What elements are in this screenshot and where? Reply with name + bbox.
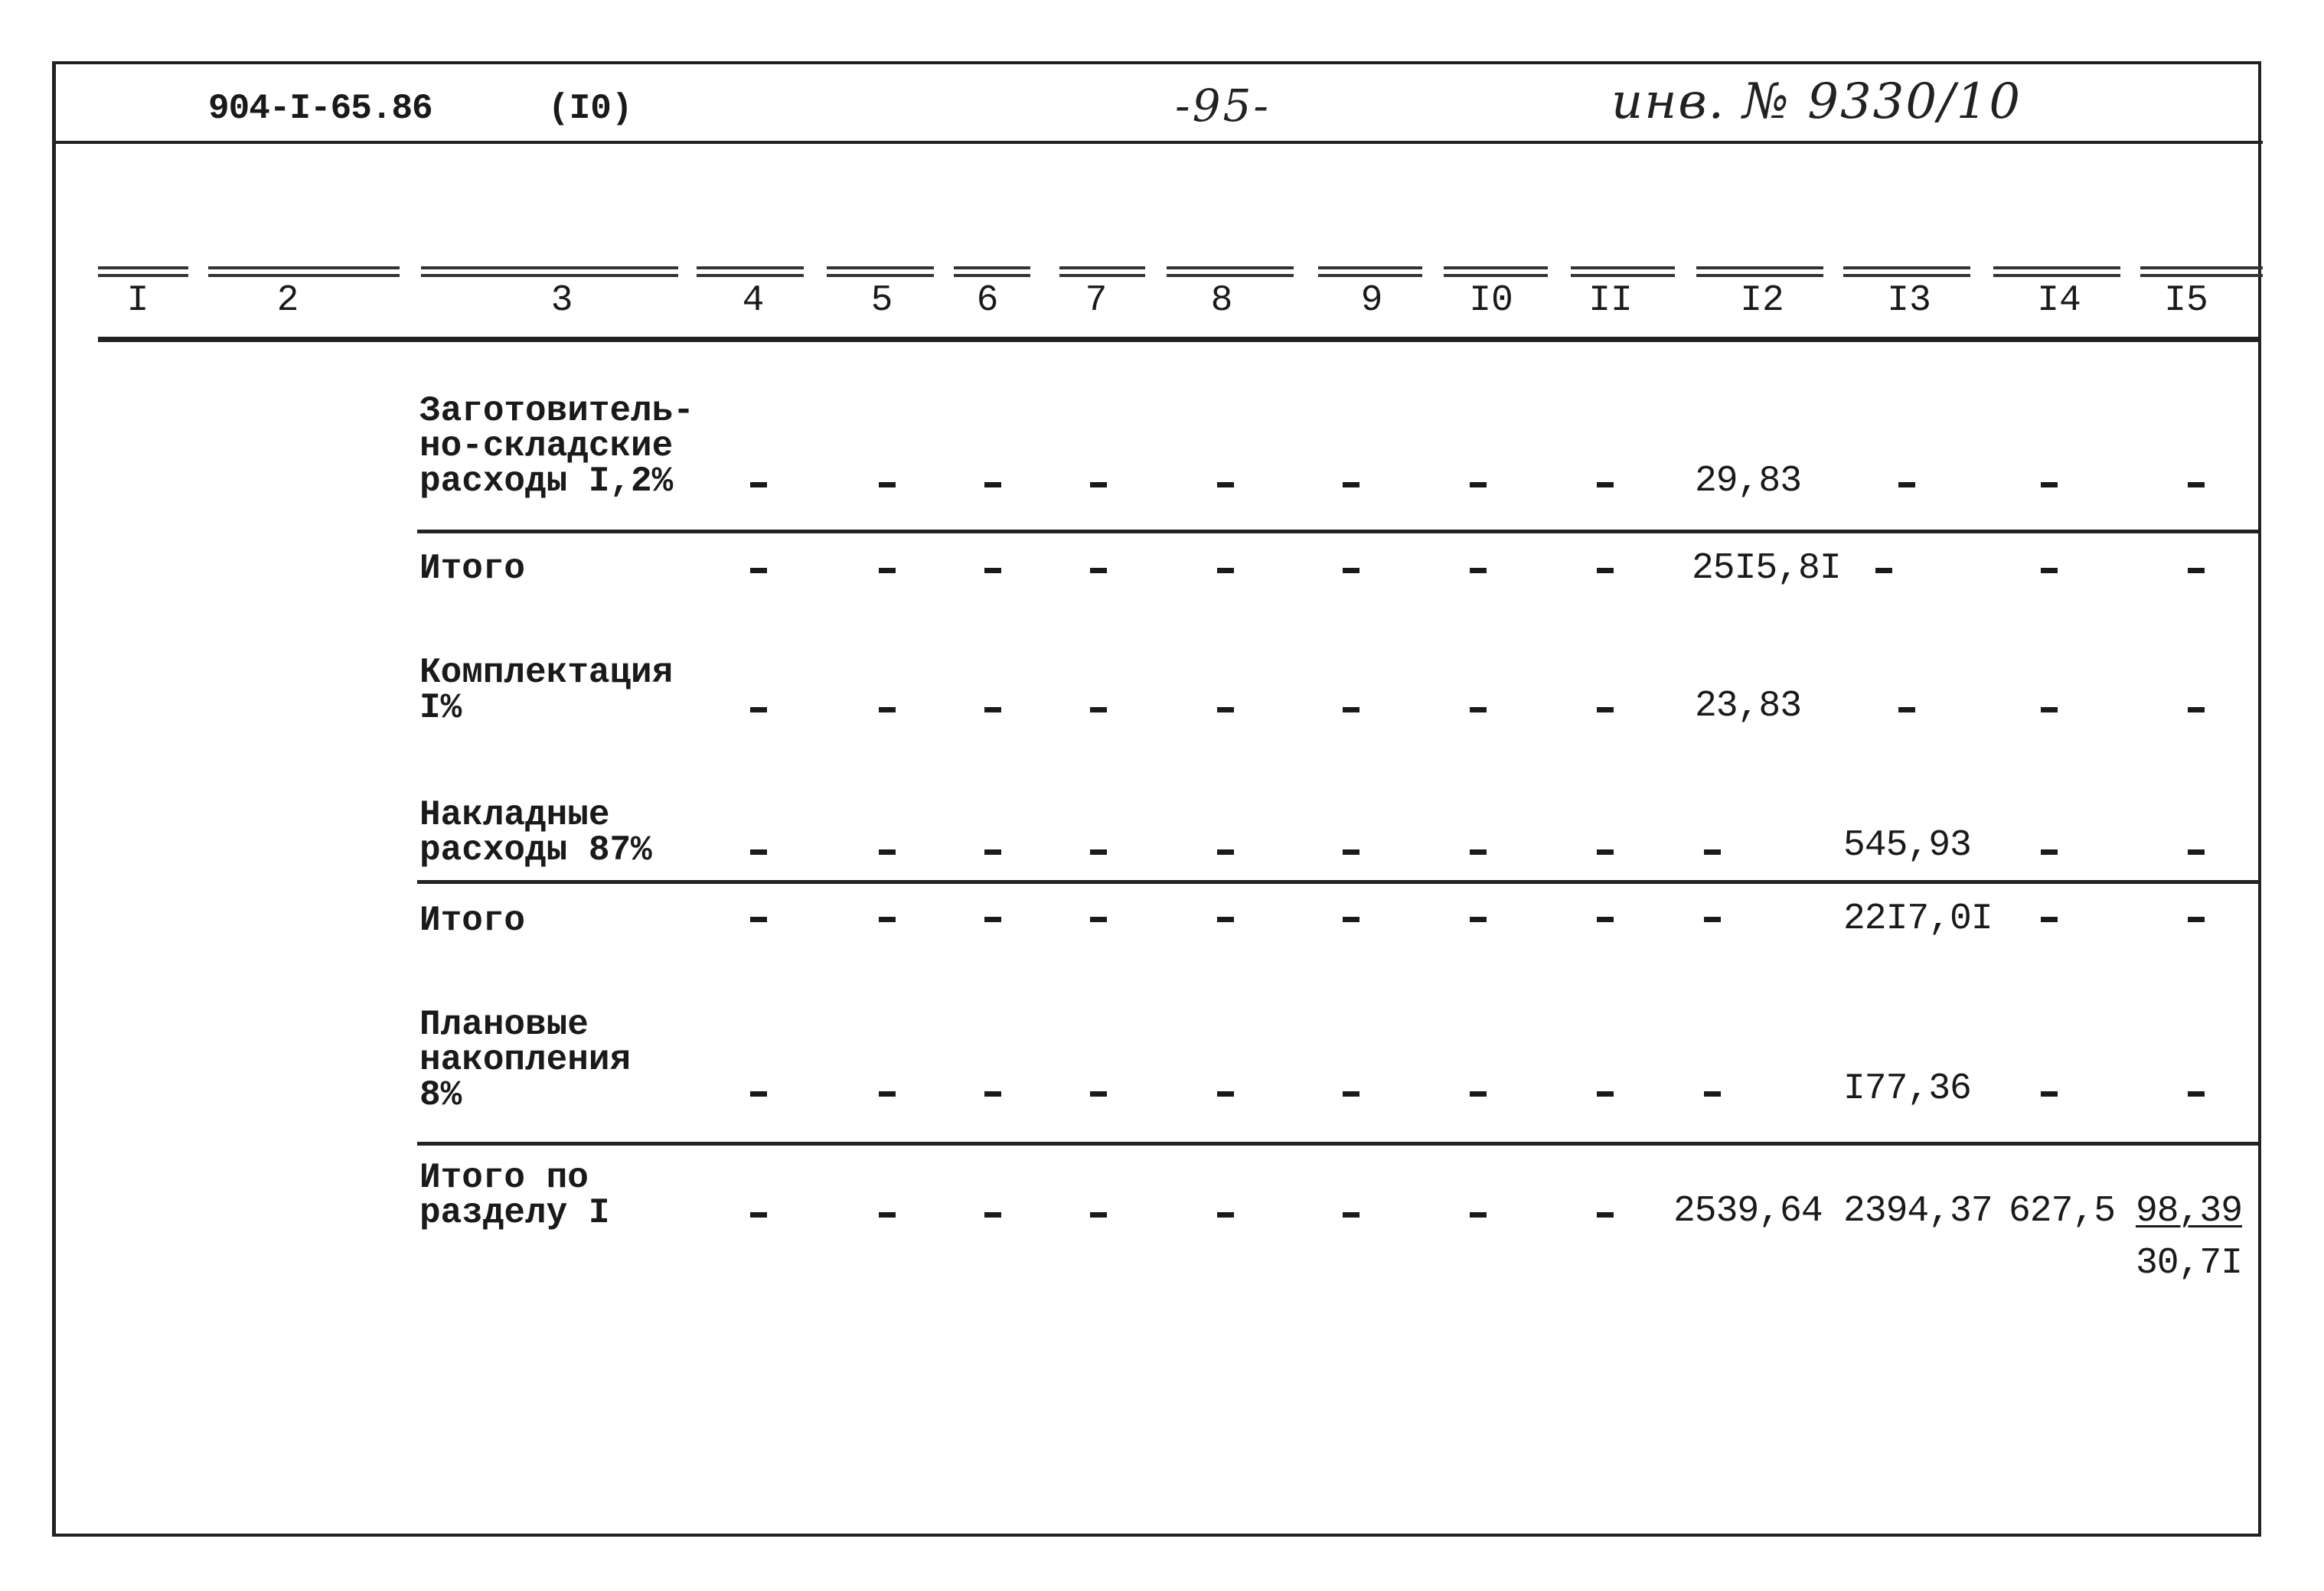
empty-cell-dash — [1898, 707, 1915, 712]
label-line: разделу I — [419, 1193, 610, 1233]
empty-cell-dash — [750, 482, 767, 487]
empty-cell-dash — [1597, 568, 1614, 573]
empty-cell-dash — [1217, 1091, 1234, 1097]
document-code: 904-I-65.86 — [208, 89, 432, 129]
empty-cell-dash — [984, 1091, 1001, 1097]
empty-cell-dash — [1597, 849, 1614, 855]
empty-cell-dash — [750, 917, 767, 922]
col-rule-12 — [1696, 266, 1823, 277]
empty-cell-dash — [984, 917, 1001, 922]
empty-cell-dash — [1090, 1212, 1107, 1218]
empty-cell-dash — [1217, 917, 1234, 922]
empty-cell-dash — [1090, 1091, 1107, 1097]
label-line: Итого — [419, 901, 526, 941]
empty-cell-dash — [2041, 568, 2058, 573]
col-rule-4 — [697, 266, 804, 277]
empty-cell-dash — [1217, 849, 1234, 855]
empty-cell-dash — [984, 482, 1001, 487]
col-rule-8 — [1167, 266, 1294, 277]
empty-cell-dash — [1090, 707, 1107, 712]
header-bottom-rule — [98, 337, 2261, 342]
empty-cell-dash — [2188, 917, 2205, 922]
column-number: 7 — [1085, 280, 1108, 321]
sheet-number: (I0) — [548, 89, 633, 129]
col-rule-14 — [1993, 266, 2120, 277]
empty-cell-dash — [1343, 917, 1359, 922]
empty-cell-dash — [984, 707, 1001, 712]
empty-cell-dash — [984, 568, 1001, 573]
inventory-number: инв. № 9330/10 — [1611, 73, 2022, 130]
row-label — [419, 901, 526, 941]
column-number: I0 — [1469, 280, 1513, 321]
col-rule-5 — [827, 266, 934, 277]
column-number: II — [1588, 280, 1633, 321]
label-line: но-складские — [419, 426, 674, 466]
empty-cell-dash — [2188, 849, 2205, 855]
column-number: I5 — [2164, 280, 2208, 321]
empty-cell-dash — [1470, 917, 1487, 922]
cell-col13: 22I7,0I — [1843, 898, 1993, 940]
col-rule-10 — [1444, 266, 1548, 277]
column-number: 5 — [870, 280, 893, 321]
label-line: Накладные — [419, 795, 610, 835]
empty-cell-dash — [879, 568, 896, 573]
empty-cell-dash — [750, 1091, 767, 1097]
empty-cell-dash — [1343, 849, 1359, 855]
empty-cell-dash — [984, 1212, 1001, 1218]
col-rule-11 — [1571, 266, 1675, 277]
cell-col12: 25I5,8I — [1692, 548, 1841, 589]
row-separator — [417, 880, 2261, 884]
empty-cell-dash — [1090, 849, 1107, 855]
label-line: 8% — [419, 1075, 462, 1115]
empty-cell-dash — [1470, 482, 1487, 487]
column-number: I3 — [1887, 280, 1931, 321]
empty-cell-dash — [2041, 707, 2058, 712]
empty-cell-dash — [1470, 568, 1487, 573]
col-rule-3 — [421, 266, 678, 277]
empty-cell-dash — [1597, 1212, 1614, 1218]
header-rule — [54, 141, 2263, 144]
col-rule-2 — [208, 266, 400, 277]
label-line: Плановые — [419, 1005, 589, 1045]
label-line: Итого — [419, 549, 526, 588]
empty-cell-dash — [879, 1212, 896, 1218]
cell-col15-second: 30,7I — [2136, 1243, 2243, 1284]
empty-cell-dash — [1704, 849, 1721, 855]
row-label — [419, 653, 674, 728]
cell-col13: 2394,37 — [1843, 1191, 1993, 1232]
empty-cell-dash — [1217, 707, 1234, 712]
row-label — [419, 1007, 631, 1113]
label-line: Комплектация — [419, 653, 674, 693]
col-rule-13 — [1843, 266, 1970, 277]
empty-cell-dash — [2041, 1091, 2058, 1097]
empty-cell-dash — [2188, 568, 2205, 573]
label-line: накопления — [419, 1040, 632, 1080]
column-number: I4 — [2037, 280, 2081, 321]
empty-cell-dash — [879, 917, 896, 922]
empty-cell-dash — [2188, 707, 2205, 712]
cell-col15: 98,39 — [2136, 1191, 2243, 1232]
column-number: 4 — [742, 280, 765, 321]
label-line: Итого по — [419, 1158, 589, 1198]
empty-cell-dash — [1875, 568, 1892, 573]
empty-cell-dash — [1217, 482, 1234, 487]
empty-cell-dash — [1343, 568, 1359, 573]
empty-cell-dash — [750, 707, 767, 712]
row-label — [419, 797, 652, 868]
page-number: -95- — [1175, 80, 1271, 132]
cell-col12: 2539,64 — [1673, 1191, 1823, 1232]
row-separator — [417, 530, 2261, 533]
empty-cell-dash — [2041, 849, 2058, 855]
empty-cell-dash — [1343, 707, 1359, 712]
row-label — [419, 393, 694, 499]
col-rule-9 — [1318, 266, 1422, 277]
empty-cell-dash — [1343, 1091, 1359, 1097]
cell-col12: 23,83 — [1695, 686, 1802, 727]
empty-cell-dash — [1343, 1212, 1359, 1218]
empty-cell-dash — [750, 568, 767, 573]
empty-cell-dash — [879, 849, 896, 855]
column-number: 9 — [1360, 280, 1383, 321]
empty-cell-dash — [1597, 917, 1614, 922]
empty-cell-dash — [1343, 482, 1359, 487]
empty-cell-dash — [1217, 1212, 1234, 1218]
empty-cell-dash — [1217, 568, 1234, 573]
label-line: расходы 87% — [419, 830, 652, 870]
empty-cell-dash — [2188, 482, 2205, 487]
empty-cell-dash — [879, 482, 896, 487]
empty-cell-dash — [1597, 482, 1614, 487]
row-separator — [417, 1142, 2261, 1146]
label-line: I% — [419, 688, 462, 728]
column-number: 6 — [976, 280, 999, 321]
cell-col12: 29,83 — [1695, 461, 1802, 502]
empty-cell-dash — [750, 849, 767, 855]
empty-cell-dash — [1597, 707, 1614, 712]
empty-cell-dash — [2188, 1091, 2205, 1097]
empty-cell-dash — [879, 1091, 896, 1097]
cell-col13: 545,93 — [1843, 825, 1971, 866]
col-rule-15 — [2140, 266, 2263, 277]
label-line: Заготовитель- — [419, 391, 694, 431]
row-label — [419, 551, 525, 586]
column-number: I — [126, 280, 149, 321]
empty-cell-dash — [2041, 917, 2058, 922]
empty-cell-dash — [879, 707, 896, 712]
empty-cell-dash — [1090, 482, 1107, 487]
col-rule-7 — [1059, 266, 1145, 277]
empty-cell-dash — [1470, 1212, 1487, 1218]
empty-cell-dash — [1470, 1091, 1487, 1097]
empty-cell-dash — [750, 1212, 767, 1218]
column-number: I2 — [1740, 280, 1784, 321]
column-number: 2 — [276, 280, 299, 321]
row-label — [419, 1160, 609, 1231]
label-line: расходы I,2% — [419, 461, 674, 501]
empty-cell-dash — [1898, 482, 1915, 487]
column-number: 8 — [1210, 280, 1233, 321]
empty-cell-dash — [1597, 1091, 1614, 1097]
empty-cell-dash — [1090, 917, 1107, 922]
empty-cell-dash — [2041, 482, 2058, 487]
empty-cell-dash — [1470, 707, 1487, 712]
empty-cell-dash — [984, 849, 1001, 855]
col-rule-6 — [954, 266, 1030, 277]
col-rule-1 — [98, 266, 188, 277]
empty-cell-dash — [1704, 917, 1721, 922]
empty-cell-dash — [1470, 849, 1487, 855]
column-number: 3 — [550, 280, 573, 321]
cell-col13: I77,36 — [1843, 1068, 1971, 1110]
empty-cell-dash — [1704, 1091, 1721, 1097]
empty-cell-dash — [1090, 568, 1107, 573]
cell-col14: 627,5 — [2009, 1191, 2116, 1232]
